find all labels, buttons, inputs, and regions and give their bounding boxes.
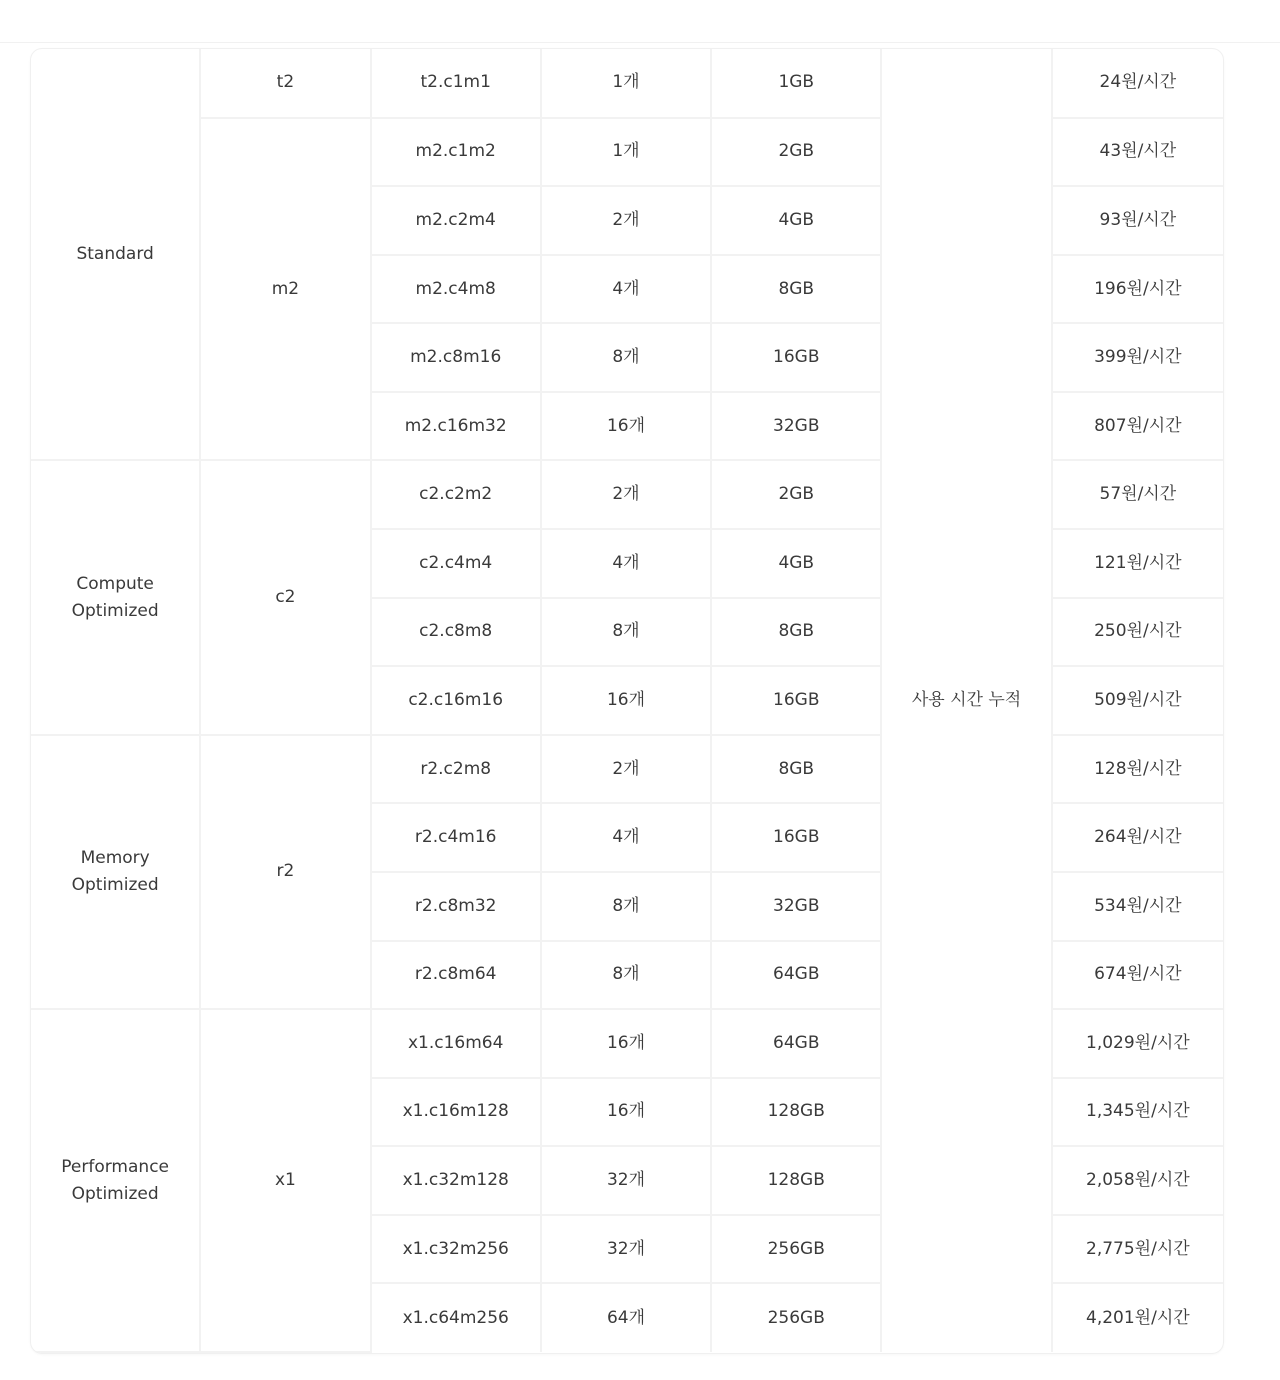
- vcpu-cell: 16개: [541, 1078, 711, 1147]
- vcpu-cell: 4개: [541, 529, 711, 598]
- memory-cell: 64GB: [711, 941, 881, 1010]
- vcpu-cell: 2개: [541, 186, 711, 255]
- price-cell: 24원/시간: [1052, 49, 1223, 118]
- memory-cell: 32GB: [711, 392, 881, 461]
- category-cell: [31, 49, 200, 460]
- vcpu-cell: 1개: [541, 49, 711, 118]
- price-cell: 2,775원/시간: [1052, 1215, 1223, 1284]
- instance-type-cell: r2.c8m64: [371, 941, 541, 1010]
- memory-cell: 8GB: [711, 255, 881, 324]
- price-cell: 196원/시간: [1052, 255, 1223, 324]
- vcpu-cell: 16개: [541, 392, 711, 461]
- pricing-table: [31, 49, 1223, 1353]
- category-label: Memory Optimized: [71, 847, 159, 895]
- family-cell: t2: [200, 49, 370, 118]
- vcpu-cell: 2개: [541, 735, 711, 804]
- memory-cell: 256GB: [711, 1215, 881, 1284]
- vcpu-cell: 2개: [541, 460, 711, 529]
- memory-cell: 4GB: [711, 529, 881, 598]
- instance-type-cell: x1.c16m64: [371, 1009, 541, 1078]
- instance-type-cell: c2.c2m2: [371, 460, 541, 529]
- vcpu-cell: 8개: [541, 941, 711, 1010]
- memory-cell: 16GB: [711, 323, 881, 392]
- memory-cell: 128GB: [711, 1146, 881, 1215]
- category-label: Performance Optimized: [61, 1156, 169, 1204]
- pricing-table-container: [30, 48, 1224, 1354]
- vcpu-cell: 4개: [541, 803, 711, 872]
- price-cell: 121원/시간: [1052, 529, 1223, 598]
- price-cell: 4,201원/시간: [1086, 1307, 1190, 1328]
- memory-cell: 16GB: [711, 666, 881, 735]
- instance-type-cell: t2.c1m1: [371, 49, 541, 118]
- vcpu-cell: 32개: [541, 1146, 711, 1215]
- memory-cell: 8GB: [711, 735, 881, 804]
- memory-cell: 16GB: [711, 803, 881, 872]
- instance-type-cell: m2.c8m16: [371, 323, 541, 392]
- table-row: [31, 49, 1223, 118]
- instance-type-cell: r2.c4m16: [371, 803, 541, 872]
- vcpu-cell: 32개: [541, 1215, 711, 1284]
- price-cell: 93원/시간: [1052, 186, 1223, 255]
- family-cell: c2: [200, 460, 370, 734]
- category-label: Compute Optimized: [71, 573, 159, 621]
- price-cell: 250원/시간: [1052, 598, 1223, 667]
- instance-type-cell: c2.c4m4: [371, 529, 541, 598]
- vcpu-cell: 16개: [541, 666, 711, 735]
- memory-cell: 1GB: [711, 49, 881, 118]
- instance-type-cell: c2.c16m16: [371, 666, 541, 735]
- memory-cell: 4GB: [711, 186, 881, 255]
- vcpu-cell: 8개: [541, 598, 711, 667]
- vcpu-cell: 64개: [541, 1283, 711, 1352]
- family-cell: x1: [200, 1009, 370, 1352]
- price-cell: 2,058원/시간: [1052, 1146, 1223, 1215]
- price-cell: 128원/시간: [1052, 735, 1223, 804]
- price-cell: 509원/시간: [1052, 666, 1223, 735]
- memory-cell: 2GB: [711, 460, 881, 529]
- memory-cell: 32GB: [711, 872, 881, 941]
- price-cell: 674원/시간: [1052, 941, 1223, 1010]
- instance-type-cell: x1.c64m256: [371, 1283, 541, 1352]
- instance-type-cell: r2.c2m8: [371, 735, 541, 804]
- instance-type-cell: m2.c16m32: [371, 392, 541, 461]
- memory-cell: 64GB: [711, 1009, 881, 1078]
- price-cell: 1,345원/시간: [1052, 1078, 1223, 1147]
- category-cell: [31, 735, 200, 1009]
- instance-type-cell: m2.c2m4: [371, 186, 541, 255]
- memory-cell: 2GB: [711, 118, 881, 187]
- price-cell: 43원/시간: [1052, 118, 1223, 187]
- pricing-table-body: [31, 49, 1223, 1352]
- instance-type-cell: m2.c4m8: [371, 255, 541, 324]
- memory-cell: 128GB: [711, 1078, 881, 1147]
- vcpu-cell: 16개: [541, 1009, 711, 1078]
- family-cell: m2: [200, 118, 370, 461]
- vcpu-cell: 1개: [541, 118, 711, 187]
- vcpu-cell: 8개: [541, 323, 711, 392]
- instance-type-cell: c2.c8m8: [371, 598, 541, 667]
- instance-type-cell: m2.c1m2: [371, 118, 541, 187]
- price-cell: 264원/시간: [1052, 803, 1223, 872]
- instance-type-cell: r2.c8m32: [371, 872, 541, 941]
- category-label: Standard: [76, 243, 154, 264]
- price-cell: 399원/시간: [1052, 323, 1223, 392]
- price-cell: 807원/시간: [1052, 392, 1223, 461]
- family-cell: r2: [200, 735, 370, 1009]
- instance-type-cell: x1.c16m128: [371, 1078, 541, 1147]
- memory-cell: 8GB: [711, 598, 881, 667]
- category-cell: [31, 460, 200, 734]
- instance-type-cell: x1.c32m128: [371, 1146, 541, 1215]
- vcpu-cell: 8개: [541, 872, 711, 941]
- category-cell: [31, 1009, 200, 1352]
- price-cell: 1,029원/시간: [1052, 1009, 1223, 1078]
- instance-type-cell: x1.c32m256: [371, 1215, 541, 1284]
- memory-cell: 256GB: [711, 1283, 881, 1352]
- vcpu-cell: 4개: [541, 255, 711, 324]
- top-divider: [0, 42, 1280, 43]
- billing-method-cell: 사용 시간 누적: [881, 49, 1051, 1352]
- price-cell: 534원/시간: [1052, 872, 1223, 941]
- price-cell: 57원/시간: [1052, 460, 1223, 529]
